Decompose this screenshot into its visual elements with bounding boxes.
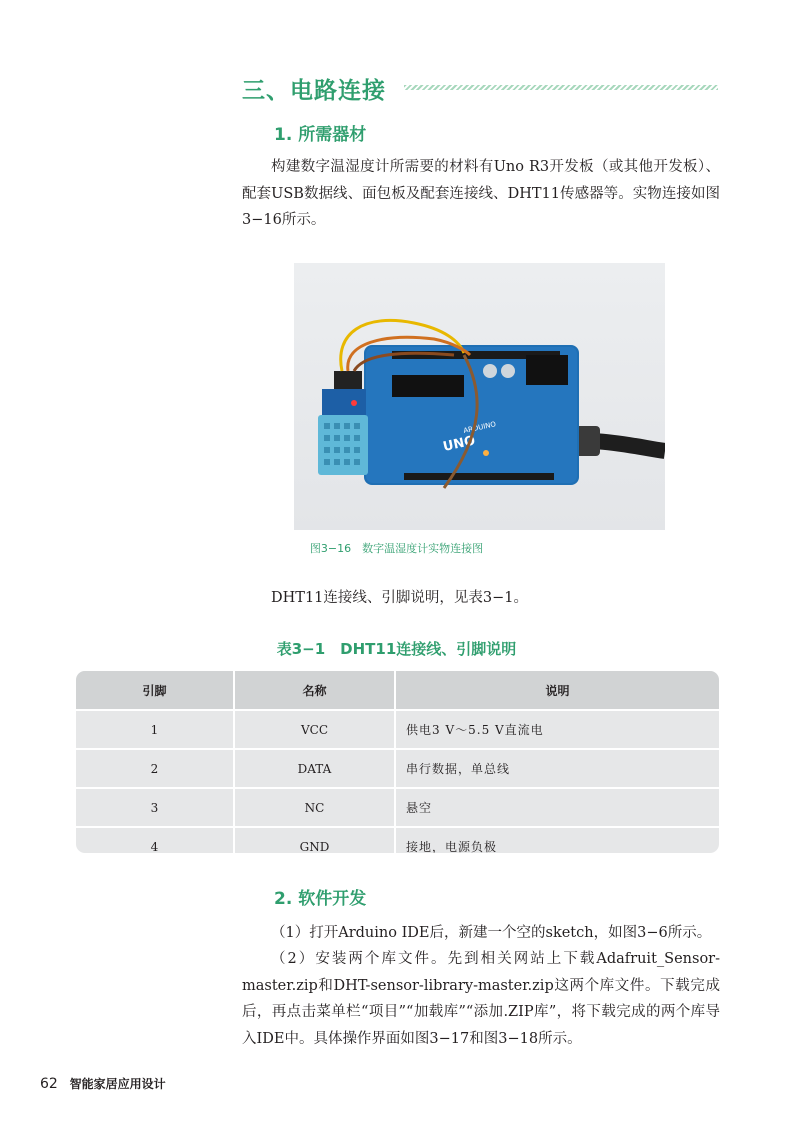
table-row	[76, 710, 719, 749]
connection-photo	[294, 263, 665, 530]
cell-description: 悬空	[395, 788, 719, 827]
figure-caption: 图3−16 数字温湿度计实物连接图	[309, 542, 484, 555]
board-label-uno: UNO	[441, 433, 477, 455]
cell-pin: 1	[76, 710, 234, 749]
cell-pin: 3	[76, 788, 234, 827]
cell-name: GND	[234, 827, 395, 853]
header-name: 名称	[234, 671, 395, 710]
cell-description: 供电3 V～5.5 V直流电	[395, 710, 719, 749]
section-title: 三、电路连接	[242, 78, 386, 104]
book-title: 智能家居应用设计	[69, 1077, 166, 1091]
table-row	[76, 827, 719, 853]
table-header-row	[76, 671, 719, 710]
cell-pin: 2	[76, 749, 234, 788]
arduino-dht11-photo	[294, 263, 665, 530]
table-title: 表3−1 DHT11连接线、引脚说明	[276, 640, 517, 658]
cell-name: VCC	[234, 710, 395, 749]
materials-heading: 1. 所需器材	[274, 125, 367, 145]
cell-name: DATA	[234, 749, 395, 788]
cell-description: 接地，电源负极	[395, 827, 719, 853]
page-number: 62	[40, 1076, 58, 1092]
software-step-2: （2）安装两个库文件。先到相关网站上下载Adafruit_Sensor-master.zip和DHT-sensor-library-master.zip这两个库文件。下载完成后，再点击菜单栏“项目”“加载库”“添加.ZIP库”，将下载完成的两个库导入IDE中。具体操作界面如图3−17和图3−18所示。	[242, 951, 720, 1047]
software-heading: 2. 软件开发	[274, 889, 367, 909]
page-footer	[40, 1075, 166, 1092]
cell-pin: 4	[76, 827, 234, 853]
materials-paragraph: 构建数字温湿度计所需要的材料有Uno R3开发板（或其他开发板）、配套USB数据线、面包板及配套连接线、DHT11传感器等。实物连接如图3−16所示。	[242, 159, 720, 228]
table-intro: DHT11连接线、引脚说明，见表3−1。	[271, 590, 528, 606]
cell-description: 串行数据，单总线	[395, 749, 719, 788]
software-step-1: （1）打开Arduino IDE后，新建一个空的sketch，如图3−6所示。	[271, 925, 712, 941]
table-row	[76, 788, 719, 827]
board-label-arduino: ARDUINO	[462, 420, 497, 435]
header-pin: 引脚	[76, 671, 234, 710]
section-title-rule	[404, 85, 718, 90]
pin-table	[76, 671, 719, 853]
header-description: 说明	[395, 671, 719, 710]
cell-name: NC	[234, 788, 395, 827]
table-row	[76, 749, 719, 788]
